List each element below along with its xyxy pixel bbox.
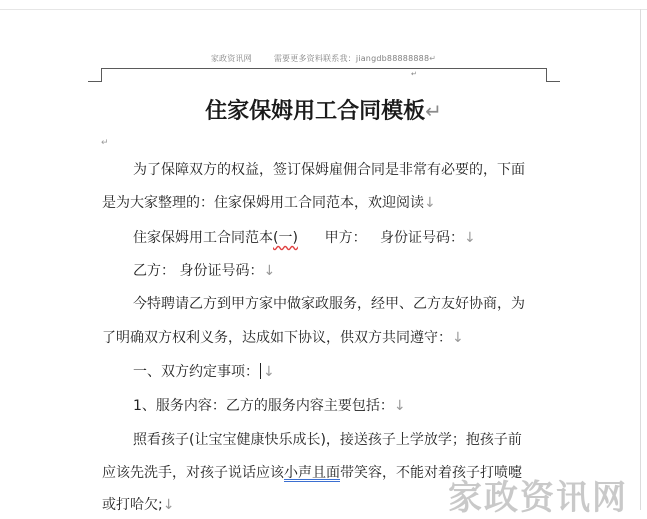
body-line-5[interactable] — [133, 295, 525, 313]
paragraph-mark-icon: ↵ — [411, 70, 417, 78]
body-line-8[interactable] — [133, 397, 406, 415]
page-right-border — [640, 9, 641, 510]
line-text: 今特聘请乙方到甲方家中做家政服务，经甲、乙方友好协商，为 — [133, 296, 525, 312]
crop-mark-right-horizontal — [546, 81, 560, 82]
line-text: 是为大家整理的：住家保姆用工合同范本，欢迎阅读 — [102, 195, 424, 211]
line-break-icon: ↓ — [464, 230, 476, 246]
line-text: 了明确双方权利义务，达成如下协议，供双方共同遵守： — [102, 330, 452, 346]
line-text: 或打哈欠; — [102, 497, 163, 513]
line-text: 应该先洗手，对孩子说话应该 — [102, 465, 284, 481]
body-line-6[interactable] — [102, 329, 464, 347]
text-cursor — [260, 363, 261, 379]
line-text: 甲方： 身份证号码： — [297, 230, 464, 246]
body-line-1[interactable] — [133, 161, 525, 179]
body-line-11[interactable] — [102, 496, 174, 514]
header-divider — [101, 68, 547, 69]
line-break-icon: ↓ — [263, 263, 276, 279]
body-line-2[interactable] — [102, 194, 436, 212]
body-line-9[interactable] — [133, 431, 522, 449]
body-line-4[interactable] — [133, 262, 275, 280]
crop-mark-left — [101, 68, 102, 82]
watermark: 家政资讯网 — [448, 478, 628, 518]
header-right-text: 需要更多资料联系我：jiangdb88888888 — [273, 54, 430, 63]
paragraph-mark-icon: ↵ — [429, 54, 437, 63]
grammar-flag[interactable]: 小声且面 — [284, 465, 340, 481]
line-break-icon: ↓ — [263, 364, 275, 380]
page-header[interactable] — [0, 53, 647, 64]
spelling-flag[interactable]: (一) — [273, 230, 298, 246]
page-top-border — [0, 9, 647, 10]
body-line-3[interactable] — [133, 229, 476, 247]
crop-mark-right — [546, 68, 547, 82]
paragraph-mark-icon: ↵ — [101, 138, 109, 148]
line-text: 一、双方约定事项： — [133, 364, 259, 380]
header-left-text: 家政资讯网 — [210, 54, 252, 63]
line-break-icon: ↓ — [393, 398, 406, 414]
line-text: 带笑容，不能对着孩子打喷嚏 — [340, 465, 522, 481]
document-title[interactable] — [0, 94, 647, 125]
line-text: 乙方： 身份证号码： — [133, 263, 264, 279]
paragraph-mark-icon: ↵ — [425, 99, 442, 123]
line-text: 为了保障双方的权益，签订保姆雇佣合同是非常有必要的，下面 — [133, 162, 525, 178]
line-break-icon: ↓ — [162, 497, 175, 513]
crop-mark-left-horizontal — [88, 81, 102, 82]
line-text: 住家保姆用工合同范本 — [133, 230, 273, 246]
line-text: 1、服务内容：乙方的服务内容主要包括： — [133, 398, 394, 414]
line-text: 照看孩子(让宝宝健康快乐成长)，接送孩子上学放学；抱孩子前 — [133, 432, 522, 448]
title-text: 住家保姆用工合同模板 — [205, 99, 426, 124]
line-break-icon: ↓ — [452, 330, 464, 346]
line-break-icon: ↓ — [424, 195, 436, 211]
body-line-7[interactable] — [133, 363, 275, 381]
